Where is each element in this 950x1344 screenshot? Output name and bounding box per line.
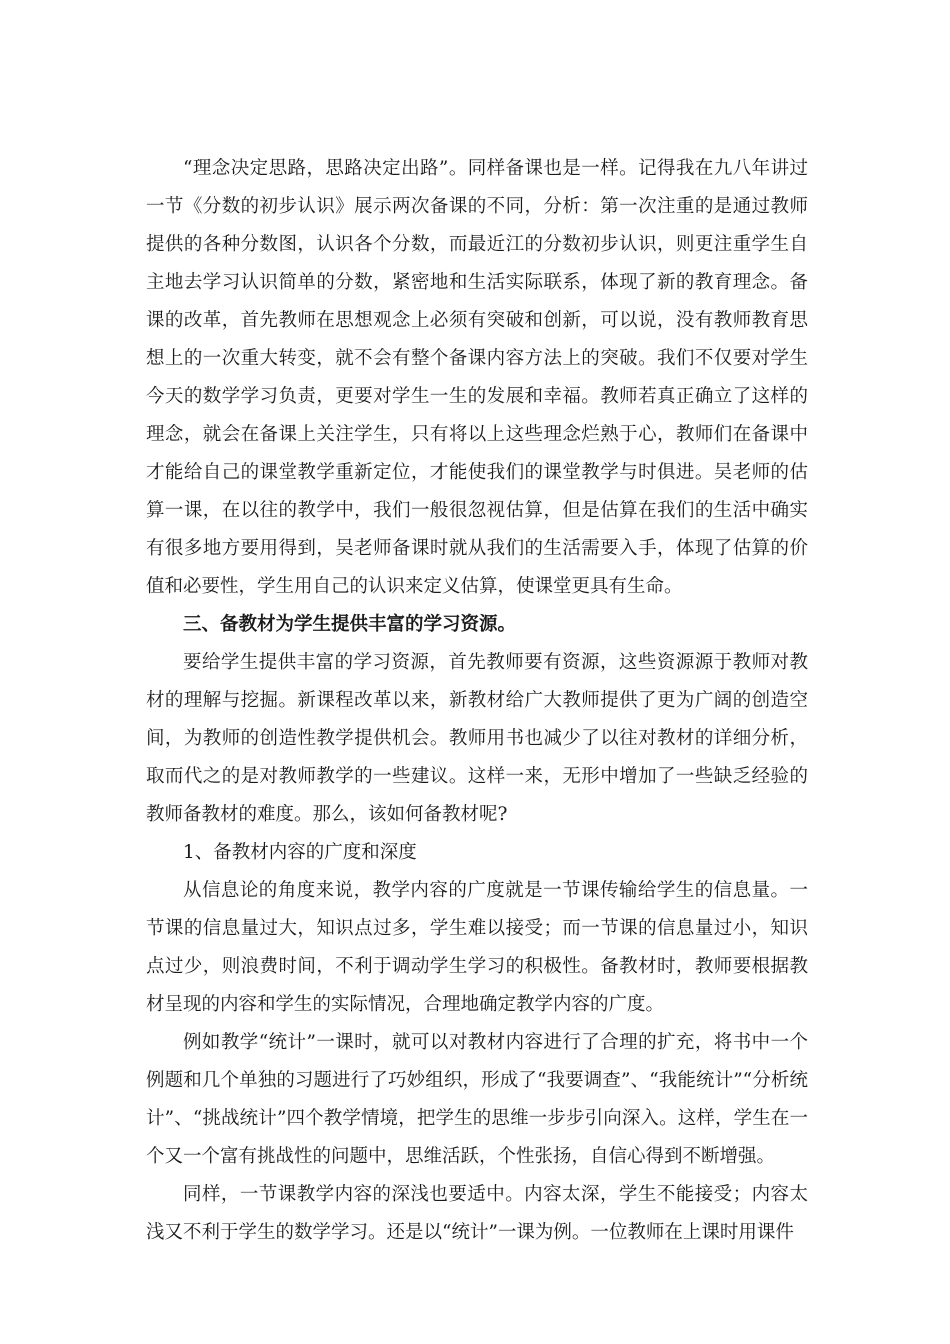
paragraph-content-depth: 同样，一节课教学内容的深浅也要适中。内容太深，学生不能接受；内容太浅又不利于学生的数学学习。还是以“统计”一课为例。一位教师在上课时用课件 xyxy=(146,1184,808,1243)
paragraph-statistics-example: 例如教学“统计”一课时，就可以对教材内容进行了合理的扩充，将书中一个例题和几个单独的习题进行了巧妙组织，形成了“我要调查”、“我能统计”“分析统计”、“挑战统计”四个教学情境，把学生的思维一步步引向深入。这样，学生在一个又一个富有挑战性的问题中，思维活跃，个性张扬，自信心得到不断增强。 xyxy=(146,1032,808,1167)
document-body xyxy=(146,150,808,1252)
paragraph-philosophy: “理念决定思路，思路决定出路”。同样备课也是一样。记得我在九八年讲过一节《分数的初步认识》展示两次备课的不同，分析：第一次注重的是通过教师提供的各种分数图，认识各个分数，而最近江的分数初步认识，则更注重学生自主地去学习认识简单的分数，紧密地和生活实际联系，体现了新的教育理念。备课的改革，首先教师在思想观念上必须有突破和创新，可以说，没有教师教育思想上的一次重大转变，就不会有整个备课内容方法上的突破。我们不仅要对学生今天的数学学习负责，更要对学生一生的发展和幸福。教师若真正确立了这样的理念，就会在备课上关注学生，只有将以上这些理念烂熟于心，教师们在备课中才能给自己的课堂教学重新定位，才能使我们的课堂教学与时俱进。吴老师的估算一课，在以往的教学中，我们一般很忽视估算，但是估算在我们的生活中确实有很多地方要用得到，吴老师备课时就从我们的生活需要入手，体现了估算的价值和必要性，学生用自己的认识来定义估算，使课堂更具有生命。 xyxy=(146,158,808,597)
section-heading-teaching-materials: 三、备教材为学生提供丰富的学习资源。 xyxy=(183,614,517,635)
subheading-breadth-depth: 1、备教材内容的广度和深度 xyxy=(183,842,417,863)
paragraph-information-theory: 从信息论的角度来说，教学内容的广度就是一节课传输给学生的信息量。一节课的信息量过大，知识点过多，学生难以接受；而一节课的信息量过小，知识点过少，则浪费时间，不利于调动学生学习的积极性。备教材时，教师要根据教材呈现的内容和学生的实际情况，合理地确定教学内容的广度。 xyxy=(146,880,808,1015)
paragraph-learning-resources: 要给学生提供丰富的学习资源，首先教师要有资源，这些资源源于教师对教材的理解与挖掘。新课程改革以来，新教材给广大教师提供了更为广阔的创造空间，为教师的创造性教学提供机会。教师用书也减少了以往对教材的详细分析，取而代之的是对教师教学的一些建议。这样一来，无形中增加了一些缺乏经验的教师备教材的难度。那么，该如何备教材呢? xyxy=(146,652,808,825)
